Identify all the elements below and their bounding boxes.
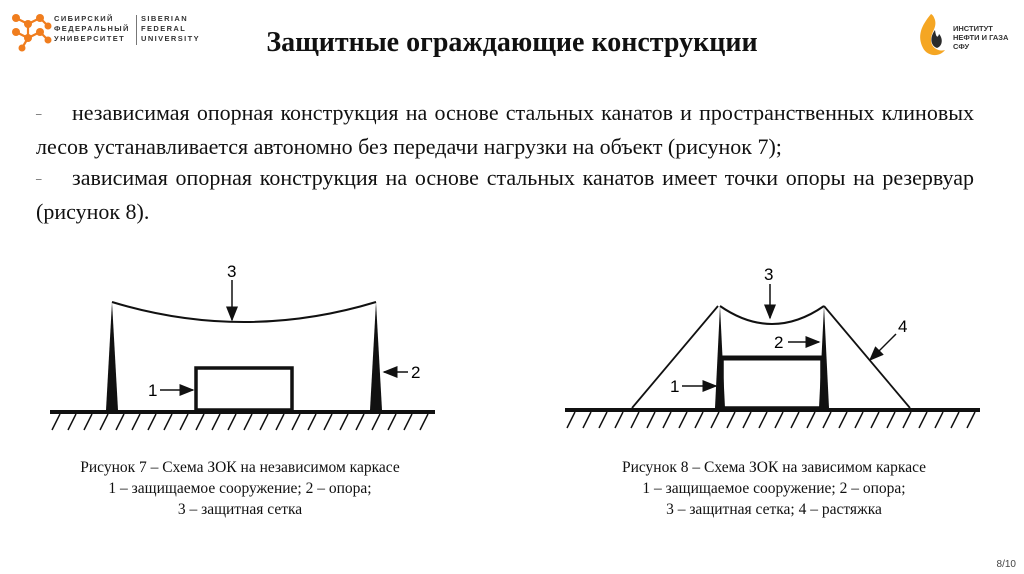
- arrow-4: [870, 334, 896, 360]
- figure-8-caption: Рисунок 8 – Схема ЗОК на зависимом каркасе 1 – защищаемое сооружение; 2 – опора; 3 – защитная сетка; 4 – растяжка: [621, 459, 927, 518]
- bullet-item: [36, 97, 974, 162]
- protected-structure: [196, 368, 292, 410]
- figure-7-caption: Рисунок 7 – Схема ЗОК на независимом каркасе 1 – защищаемое сооружение; 2 – опора; 3 – защитная сетка: [80, 459, 400, 518]
- label-1: 1: [670, 377, 680, 396]
- bullet-item: [36, 162, 974, 227]
- label-2: 2: [411, 363, 421, 382]
- support-right: [370, 302, 382, 410]
- bullet-marker: –: [36, 173, 42, 186]
- institute-name: ИНСТИТУТ НЕФТИ И ГАЗА СФУ: [953, 24, 1009, 51]
- bullet-text: независимая опорная конструкция на основе стальных канатов и пространственных клиновых лесов устанавливается автономно без передачи нагрузки на объект (рисунок 7);: [36, 100, 974, 159]
- protective-net: [112, 302, 376, 322]
- protected-structure: [722, 358, 822, 408]
- protective-net: [720, 306, 824, 324]
- label-4: 4: [898, 317, 908, 336]
- label-3: 3: [227, 262, 237, 281]
- support-left: [106, 302, 118, 410]
- page-number: 8/10: [996, 559, 1016, 570]
- page-title: Защитные ограждающие конструкции: [266, 27, 758, 58]
- label-2: 2: [774, 333, 784, 352]
- university-name-en: SIBERIAN FEDERAL UNIVERSITY: [141, 14, 201, 43]
- label-3: 3: [764, 265, 774, 284]
- figure-7: [50, 262, 440, 437]
- bullet-marker: –: [36, 108, 42, 121]
- bullet-list: [36, 97, 974, 227]
- figure-8: [560, 262, 985, 437]
- label-1: 1: [148, 381, 158, 400]
- university-name-ru: СИБИРСКИЙ ФЕДЕРАЛЬНЫЙ УНИВЕРСИТЕТ: [54, 14, 130, 43]
- bullet-text: зависимая опорная конструкция на основе стальных канатов имеет точки опоры на резервуар (рисунок 8).: [36, 165, 974, 224]
- ground-hatching: [52, 414, 428, 430]
- ground-hatching: [567, 412, 975, 428]
